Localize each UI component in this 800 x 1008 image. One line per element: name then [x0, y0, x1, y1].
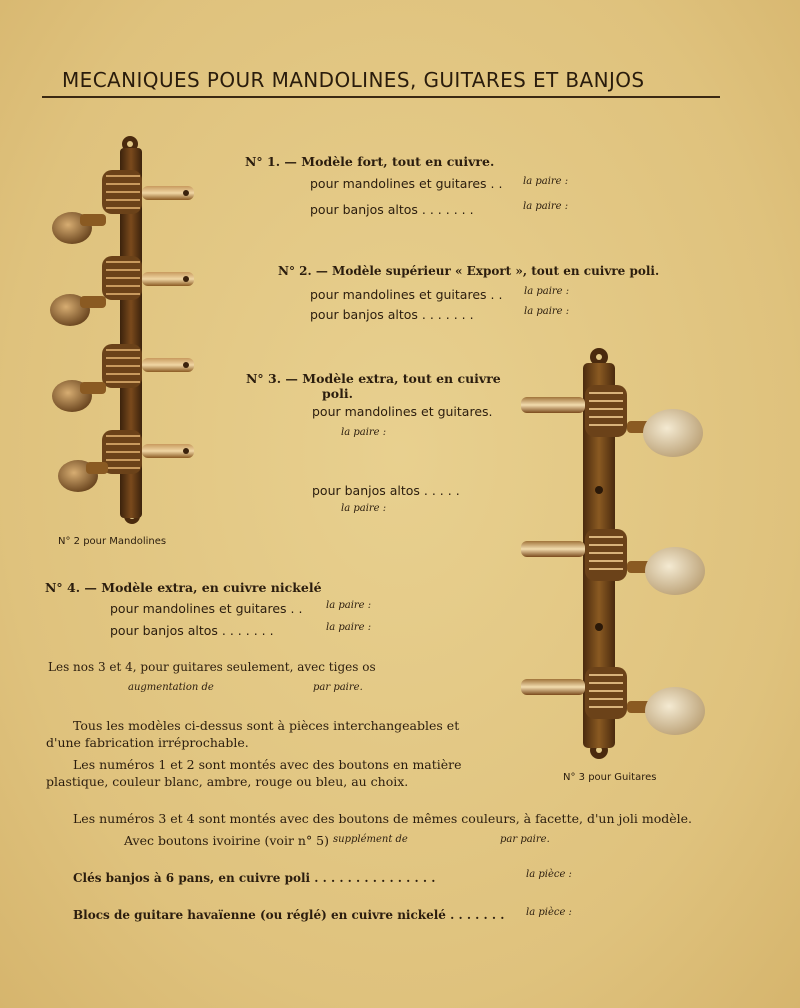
paragraph-buttons-3-4: Les numéros 3 et 4 sont montés avec des boutons de mêmes couleurs, à facette, d'un joli modèle.: [73, 811, 692, 826]
item3-heading: N° 3. — Modèle extra, tout en cuivre: [246, 371, 501, 386]
item4-heading: N° 4. — Modèle extra, en cuivre nickelé: [45, 580, 322, 595]
item3-line1: pour mandolines et guitares.: [312, 404, 493, 419]
item4-line2: pour banjos altos . . . . . . .: [110, 623, 274, 638]
item4-line2-price: la paire :: [326, 622, 372, 633]
blocs-guitare: Blocs de guitare havaïenne (ou réglé) en cuivre nickelé . . . . . . .: [73, 908, 505, 922]
cles-banjos-price: la pièce :: [526, 869, 572, 880]
guitar-tuner-illustration: [515, 345, 715, 770]
paragraph-interchangeable: Tous les modèles ci-dessus sont à pièces interchangeables et d'une fabrication irréprochable.: [46, 718, 460, 750]
item2-heading: N° 2. — Modèle supérieur « Export », tout en cuivre poli.: [278, 264, 660, 278]
page-title: MECANIQUES POUR MANDOLINES, GUITARES ET BANJOS: [62, 68, 645, 92]
title-rule: [42, 96, 720, 98]
caption-left: N° 2 pour Mandolines: [58, 536, 167, 547]
item2-line2: pour banjos altos . . . . . . .: [310, 307, 474, 322]
caption-right: N° 3 pour Guitares: [563, 772, 657, 783]
note-34-augment: augmentation de: [128, 682, 214, 693]
item4-line1: pour mandolines et guitares . .: [110, 601, 303, 616]
mandolin-tuner-illustration: [50, 132, 210, 532]
ivory-supplement: supplément de: [333, 834, 408, 845]
item3-heading-cont: poli.: [322, 386, 353, 401]
item3-line1-price: la paire :: [341, 427, 387, 438]
cles-banjos: Clés banjos à 6 pans, en cuivre poli . . . . . . . . . . . . . . .: [73, 871, 436, 885]
item1-line2: pour banjos altos . . . . . . .: [310, 202, 474, 217]
paragraph-buttons-1-2: Les numéros 1 et 2 sont montés avec des boutons en matière plastique, couleur blanc, ambre, rouge ou bleu, au choix.: [46, 757, 462, 789]
item2-line2-price: la paire :: [524, 306, 570, 317]
item4-line1-price: la paire :: [326, 600, 372, 611]
item3-line2: pour banjos altos . . . . .: [312, 483, 460, 498]
note-34-per-pair: par paire.: [313, 682, 363, 693]
ivory-per-pair: par paire.: [500, 834, 550, 845]
note-34: Les nos 3 et 4, pour guitares seulement, avec tiges os: [48, 660, 376, 674]
item2-line1: pour mandolines et guitares . .: [310, 287, 503, 302]
item1-line1: pour mandolines et guitares . .: [310, 176, 503, 191]
item1-line1-price: la paire :: [523, 176, 569, 187]
ivory-option: Avec boutons ivoirine (voir n° 5): [124, 833, 330, 848]
item3-line2-price: la paire :: [341, 503, 387, 514]
blocs-guitare-price: la pièce :: [526, 907, 572, 918]
item1-heading: N° 1. — Modèle fort, tout en cuivre.: [245, 154, 495, 169]
item1-line2-price: la paire :: [523, 201, 569, 212]
item2-line1-price: la paire :: [524, 286, 570, 297]
